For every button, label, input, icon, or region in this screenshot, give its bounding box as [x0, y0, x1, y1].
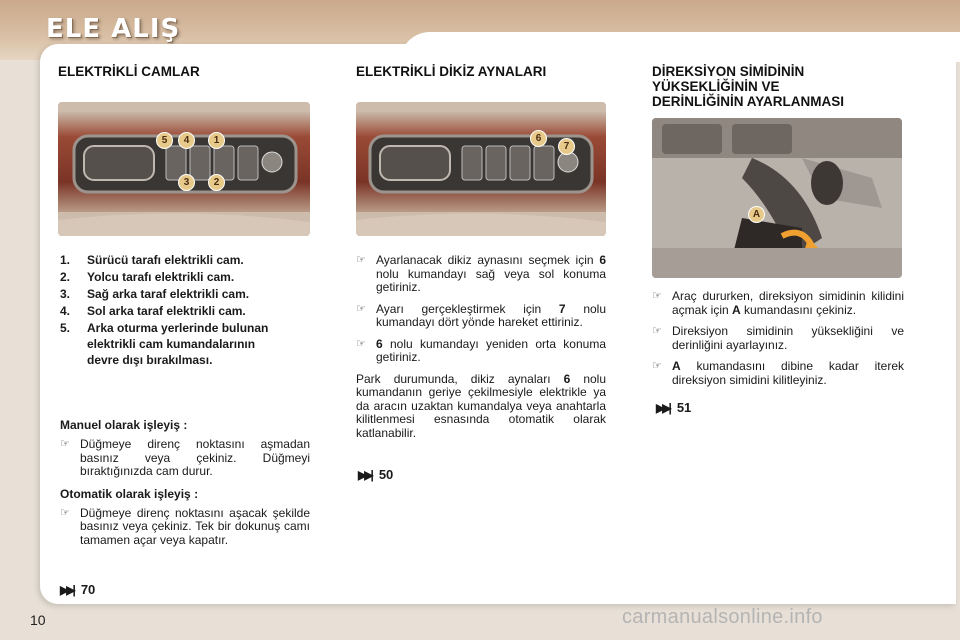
callout-3: 3 — [178, 174, 195, 191]
page-reference-51[interactable]: ▶▶| 51 — [656, 400, 692, 415]
section-heading-windows: ELEKTRİKLİ CAMLAR — [58, 64, 200, 79]
pointing-hand-icon: ☞ — [356, 302, 366, 315]
steering-instruction-lock: ☞ A kumandasını dibine kadar iterek direksiyon simidini kilitleyiniz. — [652, 359, 904, 387]
list-item: 1. Sürücü tarafı elektrikli cam. — [60, 253, 244, 267]
windows-operation-notes — [60, 418, 310, 555]
page-reference-50[interactable]: ▶▶| 50 — [358, 467, 394, 482]
content-panel-top — [400, 32, 960, 62]
callout-a: A — [748, 206, 765, 223]
section-heading-steering: DİREKSİYON SİMİDİNİN YÜKSEKLİĞİNİN VE DERİNLİĞİNİN AYARLANMASI — [652, 64, 845, 109]
manual-instruction: ☞ Düğmeye direnç noktasını aşmadan basınız veya çekiniz. Düğmeyi bıraktığınızda cam durur. — [60, 437, 310, 478]
fast-forward-icon: ▶▶| — [358, 467, 371, 482]
mirror-instruction-reset: ☞ 6 nolu kumandayı yeniden orta konuma getiriniz. — [356, 336, 606, 364]
list-item: 3. Sağ arka taraf elektrikli cam. — [60, 287, 250, 301]
page-number: 10 — [30, 612, 46, 628]
fast-forward-icon: ▶▶| — [656, 400, 669, 415]
callout-6: 6 — [530, 130, 547, 147]
watermark-text: carmanualsonline.info — [622, 606, 823, 628]
auto-instruction: ☞ Düğmeye direnç noktasını aşacak şekilde basınız veya çekiniz. Tek bir dokunuş camı tamamen açar veya kapatır. — [60, 505, 310, 547]
fast-forward-icon: ▶▶| — [60, 582, 73, 597]
pointing-hand-icon: ☞ — [60, 506, 70, 519]
page-reference-70[interactable]: ▶▶| 70 — [60, 582, 96, 597]
page-title: ELE ALIŞ — [46, 14, 181, 44]
mirror-instruction-select: ☞ Ayarlanacak dikiz aynasını seçmek için 6 nolu kumandayı sağ veya sol konuma getiriniz. — [356, 253, 607, 294]
steering-instructions — [652, 290, 904, 395]
list-item: 2. Yolcu tarafı elektrikli cam. — [60, 270, 235, 284]
window-switch-illustration — [58, 102, 310, 236]
windows-numbered-list — [60, 252, 310, 369]
manual-heading: Manuel olarak işleyiş : — [60, 418, 188, 432]
callout-4: 4 — [178, 132, 195, 149]
column-electric-windows — [58, 64, 310, 79]
steering-lever-photo — [652, 118, 902, 278]
column-electric-mirrors — [356, 64, 606, 79]
list-item: 5. Arka oturma yerlerinde bulunan elektrikli cam kumandalarının devre dışı bırakılması. — [60, 321, 269, 367]
pointing-hand-icon: ☞ — [652, 325, 662, 337]
callout-1: 1 — [208, 132, 225, 149]
steering-instruction-unlock: ☞ Araç dururken, direksiyon simidinin kilidini açmak için A kumandasını çekiniz. — [652, 289, 904, 317]
section-heading-mirrors: ELEKTRİKLİ DİKİZ AYNALARI — [356, 64, 547, 79]
pointing-hand-icon: ☞ — [356, 254, 366, 266]
callout-5: 5 — [156, 132, 173, 149]
steering-instruction-adjust: ☞ Direksiyon simidinin yüksekliğini ve derinliğini ayarlayınız. — [652, 324, 904, 352]
pointing-hand-icon: ☞ — [356, 337, 366, 350]
callout-7: 7 — [558, 138, 575, 155]
mirror-switch-illustration — [356, 102, 606, 236]
mirror-instruction-adjust: ☞ Ayarı gerçekleştirmek için 7 nolu kumandayı dört yönde hareket ettiriniz. — [356, 301, 606, 329]
window-switch-photo — [58, 102, 310, 236]
pointing-hand-icon: ☞ — [60, 438, 70, 450]
callout-2: 2 — [208, 174, 225, 191]
pointing-hand-icon: ☞ — [652, 290, 662, 302]
column-steering-adjustment — [652, 64, 912, 109]
mirror-folding-note: Park durumunda, dikiz aynaları 6 nolu kumandanın geriye çekilmesiyle elektrikle ya da aracın uzaktan kumandalya veya anahtarla kilitlenmesi esnasında otomatik olarak katlanabilir. — [356, 371, 606, 440]
mirror-switch-photo — [356, 102, 606, 236]
steering-column-illustration — [652, 118, 902, 278]
auto-heading: Otomatik olarak işleyiş : — [60, 486, 199, 501]
list-item: 4. Sol arka taraf elektrikli cam. — [60, 304, 246, 318]
mirrors-instructions — [356, 254, 606, 440]
pointing-hand-icon: ☞ — [652, 360, 662, 372]
